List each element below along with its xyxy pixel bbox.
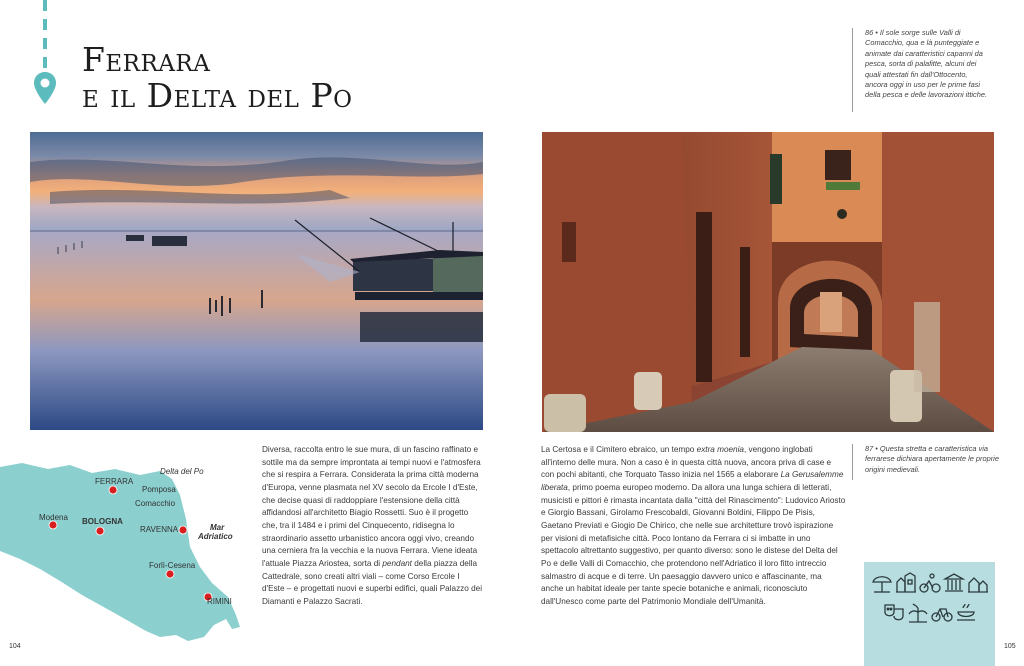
body-text-left: Diversa, raccolta entro le sue mura, di un fascino raffinato e sottile ma da sempre improntata ai tempi nuovi e l'atmosfera che si respira a Ferrara. Considerata la prima città moderna d'Europa, venne plasmata nel XV secolo da Ercole I d'Este, che decise quasi di raddoppiare l'estensione della città affidandosi all'architetto Biagio Rossetti. Suo è il progetto che, tra il 1484 e i primi del Cinquecento, ridisegna lo straordinario assetto urbanistico ancora oggi vivo, creando una cerniera fra la vecchia e la nuova Ferrara. Viene ideata l'attuale Piazza Ariostea, sorta di pendant della piazza della Cattedrale, sono creati altri viali – come Corso Ercole I d'Este – e progettati nuovi e superbi edifici, quali Palazzo dei Diamanti e Palazzo Sacrati. bbox=[262, 445, 483, 606]
location-pin-icon bbox=[33, 71, 57, 105]
city-dot-forli bbox=[166, 570, 174, 578]
map-label-forli: Forlì-Cesena bbox=[149, 561, 196, 570]
museum-icon bbox=[943, 572, 965, 594]
map-label-ferrara: FERRARA bbox=[95, 477, 134, 486]
map-label-rimini: RIMINI bbox=[207, 597, 232, 606]
photo-caption-86: 86 • Il sole sorge sulle Valli di Comacchio, qua e là punteggiate e animate dai caratteristici capanni da pesca, sorta di palafitte, alcuni dei quali attestati fin dall'Ottocento, ancora oggi in uso per le prime fasi della pesca e delle lavorazioni ittiche. bbox=[852, 28, 992, 112]
map-label-ravenna: RAVENNA bbox=[140, 525, 179, 534]
delta-lagoon-photo bbox=[30, 132, 483, 430]
region-shape bbox=[0, 463, 240, 641]
map-label-pomposa: Pomposa bbox=[142, 485, 176, 494]
nature-icon bbox=[907, 602, 929, 624]
map-label-delta: Delta del Po bbox=[160, 467, 204, 476]
city-icon bbox=[895, 572, 917, 594]
bicycle-icon bbox=[931, 602, 953, 624]
city-dot-bologna bbox=[96, 527, 104, 535]
page-number-left: 104 bbox=[9, 643, 21, 650]
map-label-modena: Modena bbox=[39, 513, 68, 522]
city-dot-ferrara bbox=[109, 486, 117, 494]
map-label-bologna: BOLOGNA bbox=[82, 517, 123, 526]
photo-caption-87: 87 • Questa stretta e caratteristica via ferrarese dichiara apertamente le proprie origini medievali. bbox=[852, 444, 1002, 480]
title-line-2: e il Delta del Po bbox=[82, 76, 353, 115]
theme-icons-box bbox=[864, 562, 995, 666]
map-label-mar: Mar bbox=[210, 523, 225, 532]
page-title bbox=[82, 42, 353, 114]
beach-umbrella-icon bbox=[871, 572, 893, 594]
cyclist-icon bbox=[919, 572, 941, 594]
dashed-route-line bbox=[43, 0, 47, 68]
emilia-romagna-map bbox=[0, 455, 245, 645]
city-dot-ravenna bbox=[179, 526, 187, 534]
map-label-comacchio: Comacchio bbox=[135, 499, 176, 508]
theatre-masks-icon bbox=[883, 602, 905, 624]
title-line-1: Ferrara bbox=[82, 40, 211, 79]
map-label-adriatico: Adriatico bbox=[198, 532, 233, 541]
ferrara-street-photo bbox=[542, 132, 994, 432]
body-text-right: La Certosa e il Cimitero ebraico, un tempo extra moenia, vengono inglobati all'interno delle mura. Non a caso è in questa città nuova, ancora priva di case e con pochi abitanti, che Torquato Tasso inizia nel 1565 a elaborare La Gerusalemme liberata, primo poema europeo moderno. Da allora una lunga schiera di letterati, musicisti e pittori è rimasta incantata dalla "città del Rinascimento": Ludovico Ariosto e Giorgio Bassani, Girolamo Frescobaldi, Giovanni Boldini, Filippo De Pisis, Gaetano Previati e Giogio De Chirico, che nelle sue architetture trovò ispirazione per visioni di metafisiche città. Poco lontano da Ferrara ci si imbatte in uno spettacolo altrettanto suggestivo, per quanto diverso: sono le distese del Delta del Po e delle Valli di Comacchio, che protendono nell'Adriatico il loro fitto intreccio salmastro di acque e di terre. Un paesaggio davvero unico e affascinante, ma anche un habitat ideale per tante specie botaniche e animali, riconosciuto dall'Unesco come parte del Patrimonio Mondiale dell'Umanità. bbox=[541, 445, 846, 606]
page-number-right: 105 bbox=[1004, 643, 1016, 650]
city-dot-modena bbox=[49, 521, 57, 529]
food-icon bbox=[955, 602, 977, 624]
village-icon bbox=[967, 572, 989, 594]
